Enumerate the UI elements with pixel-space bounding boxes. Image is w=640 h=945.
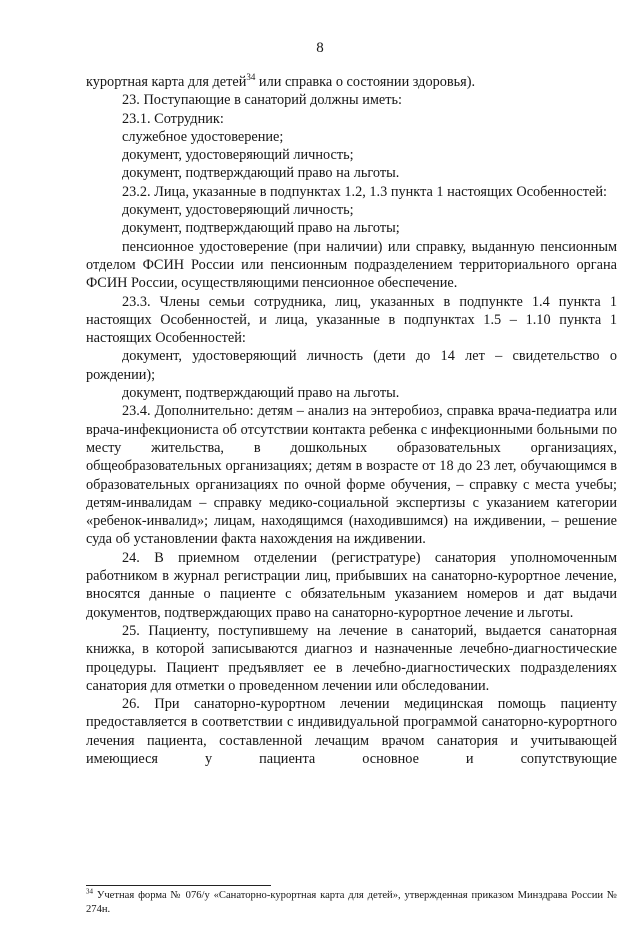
paragraph — [86, 183, 617, 201]
paragraph — [86, 91, 617, 109]
footnote-text: Учетная форма № 076/у «Санаторно-курортная карта для детей», утвержденная приказом Минздрава России № 274н. — [86, 890, 617, 915]
paragraph — [86, 201, 617, 219]
paragraph — [86, 384, 617, 402]
paragraph — [86, 293, 617, 348]
paragraph-text: 23.1. Сотрудник: — [122, 110, 224, 127]
paragraph-text: служебное удостоверение; — [122, 128, 284, 145]
paragraph — [86, 110, 617, 128]
paragraph-text: 23.4. Дополнительно: детям – анализ на энтеробиоз, справка врача-педиатра или врача-инфекциониста об отсутствии контакта ребенка с инфекционными больными по месту жительства, в дошкольных образовательных организациях, общеобразовательных организациях; детям в возрасте от 18 до 23 лет, обучающимся в образовательных организациях по очной форме обучения, – справку с места учебы; детям-инвалидам – справку медико-социальной экспертизы с указанием категории «ребенок-инвалид»; лицам, находящимся (находившимся) на иждивении, – решение суда об установлении факта нахождения на иждивении. — [86, 403, 617, 548]
paragraph-text: курортная карта для детей — [86, 74, 247, 90]
document-body — [86, 73, 617, 768]
paragraph-text: 23.2. Лица, указанные в подпунктах 1.2, 1.3 пункта 1 настоящих Особенностей: — [122, 183, 607, 200]
paragraph-text: документ, удостоверяющий личность; — [122, 147, 354, 164]
paragraph — [86, 128, 617, 146]
paragraph — [86, 238, 617, 293]
paragraph-text: документ, подтверждающий право на льготы. — [122, 385, 400, 402]
paragraph-text: документ, удостоверяющий личность; — [122, 202, 354, 219]
paragraph — [86, 622, 617, 695]
page-number: 8 — [316, 40, 324, 56]
paragraph — [86, 146, 617, 164]
paragraph-text: документ, подтверждающий право на льготы. — [122, 165, 400, 182]
paragraph-text: документ, подтверждающий право на льготы; — [122, 220, 400, 237]
paragraph-text: 24. В приемном отделении (регистратуре) санатория уполномоченным работником в журнал регистрации лиц, прибывших на санаторно-курортное лечение, вносятся данные о пациенте с обязательным указанием номеров и дат выдачи документов, подтверждающих право на санаторно-курортное лечение и льготы. — [86, 549, 617, 621]
footnote — [86, 889, 617, 917]
paragraph-text: пенсионное удостоверение (при наличии) или справку, выданную пенсионным отделом ФСИН России или пенсионным подразделением территориального органа ФСИН России, осуществляющими пенсионное обеспечение. — [86, 238, 617, 292]
paragraph — [86, 73, 617, 91]
paragraph — [86, 219, 617, 237]
paragraph-text: 23.3. Члены семьи сотрудника, лиц, указанных в подпункте 1.4 пункта 1 настоящих Особенностей, и лица, указанные в подпунктах 1.5 – 1.10 пункта 1 настоящих Особенностей: — [86, 293, 617, 347]
paragraph — [86, 164, 617, 182]
paragraph — [86, 695, 617, 768]
paragraph-text-continued: или справка о состоянии здоровья). — [255, 74, 476, 90]
paragraph-text: 26. При санаторно-курортном лечении медицинская помощь пациенту предоставляется в соответствии с индивидуальной программой санаторно-курортного лечения пациента, составленной лечащим врачом санатория и учитывающей имеющиеся у пациента основное и сопутствующие — [86, 696, 617, 767]
paragraph — [86, 402, 617, 548]
footnote-separator — [86, 885, 271, 886]
paragraph-text: документ, удостоверяющий личность (дети до 14 лет – свидетельство о рождении); — [86, 348, 617, 383]
paragraph-text: 25. Пациенту, поступившему на лечение в санаторий, выдается санаторная книжка, в которой записываются диагноз и назначенные лечебно-диагностические процедуры. Пациент предъявляет ее в лечебно-диагностических подразделениях санатория для отметки о проведенном лечении или обследовании. — [86, 622, 617, 694]
paragraph — [86, 347, 617, 384]
footnote-marker: 34 — [86, 887, 93, 896]
footnote-reference: 34 — [246, 72, 256, 83]
paragraph-text: 23. Поступающие в санаторий должны иметь: — [122, 92, 402, 109]
paragraph — [86, 549, 617, 622]
